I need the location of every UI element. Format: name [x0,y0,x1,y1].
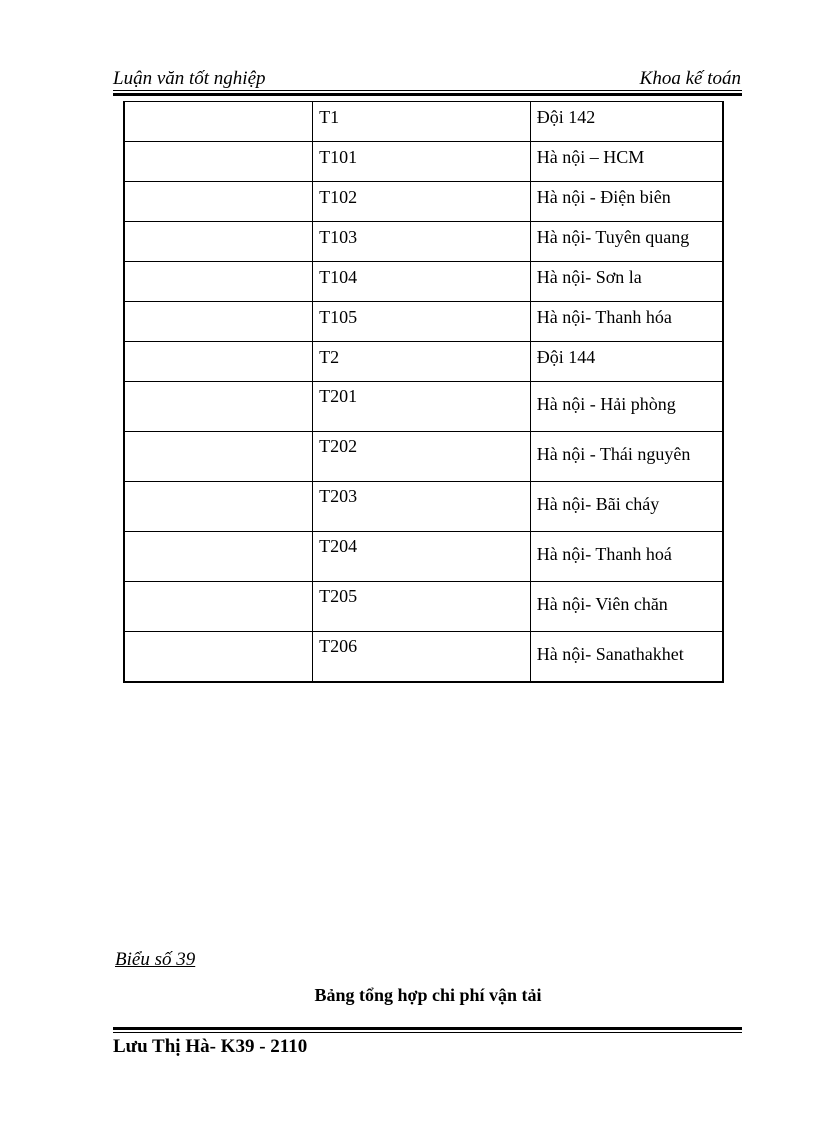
empty-cell [124,632,313,683]
table-row [124,222,723,262]
footer-rule-thin [113,1032,742,1033]
empty-cell [124,182,313,222]
footer-rule-thick [113,1027,742,1030]
code-cell: T2 [313,342,531,382]
empty-cell [124,222,313,262]
empty-cell [124,302,313,342]
code-cell: T203 [313,482,531,532]
code-cell: T201 [313,382,531,432]
empty-cell [124,262,313,302]
table-row [124,302,723,342]
table-row [124,102,723,142]
name-cell: Hà nội- Thanh hoá [530,532,723,582]
empty-cell [124,482,313,532]
cost-code-table [123,101,724,683]
code-cell: T202 [313,432,531,482]
empty-cell [124,582,313,632]
table-row [124,532,723,582]
table-row [124,432,723,482]
name-cell: Hà nội – HCM [530,142,723,182]
code-cell: T1 [313,102,531,142]
table-row [124,262,723,302]
name-cell: Hà nội- Sơn la [530,262,723,302]
table-row [124,182,723,222]
table-row [124,582,723,632]
thesis-label: Luận văn tốt nghiệp [113,68,266,89]
table-row [124,142,723,182]
page-header [113,66,741,90]
empty-cell [124,432,313,482]
table-row [124,342,723,382]
empty-cell [124,342,313,382]
name-cell: Hà nội - Điện biên [530,182,723,222]
table-caption: Biểu số 39 [115,949,196,970]
name-cell: Hà nội - Hải phòng [530,382,723,432]
empty-cell [124,532,313,582]
empty-cell [124,382,313,432]
header-rule-thick [113,93,742,96]
code-cell: T104 [313,262,531,302]
code-cell: T206 [313,632,531,683]
name-cell: Hà nội- Tuyên quang [530,222,723,262]
name-cell: Hà nội- Bãi cháy [530,482,723,532]
name-cell: Đội 144 [530,342,723,382]
name-cell: Hà nội- Thanh hóa [530,302,723,342]
name-cell: Đội 142 [530,102,723,142]
author-footer: Lưu Thị Hà- K39 - 2110 [113,1036,308,1057]
code-cell: T102 [313,182,531,222]
empty-cell [124,142,313,182]
code-cell: T205 [313,582,531,632]
table-row [124,632,723,683]
header-rule-thin [113,90,742,91]
name-cell: Hà nội - Thái nguyên [530,432,723,482]
table-row [124,382,723,432]
code-cell: T103 [313,222,531,262]
name-cell: Hà nội- Sanathakhet [530,632,723,683]
faculty-label: Khoa kế toán [639,68,741,89]
empty-cell [124,102,313,142]
table-row [124,482,723,532]
code-cell: T105 [313,302,531,342]
name-cell: Hà nội- Viên chăn [530,582,723,632]
code-cell: T204 [313,532,531,582]
section-title: Bảng tổng hợp chi phí vận tải [314,985,542,1005]
code-cell: T101 [313,142,531,182]
